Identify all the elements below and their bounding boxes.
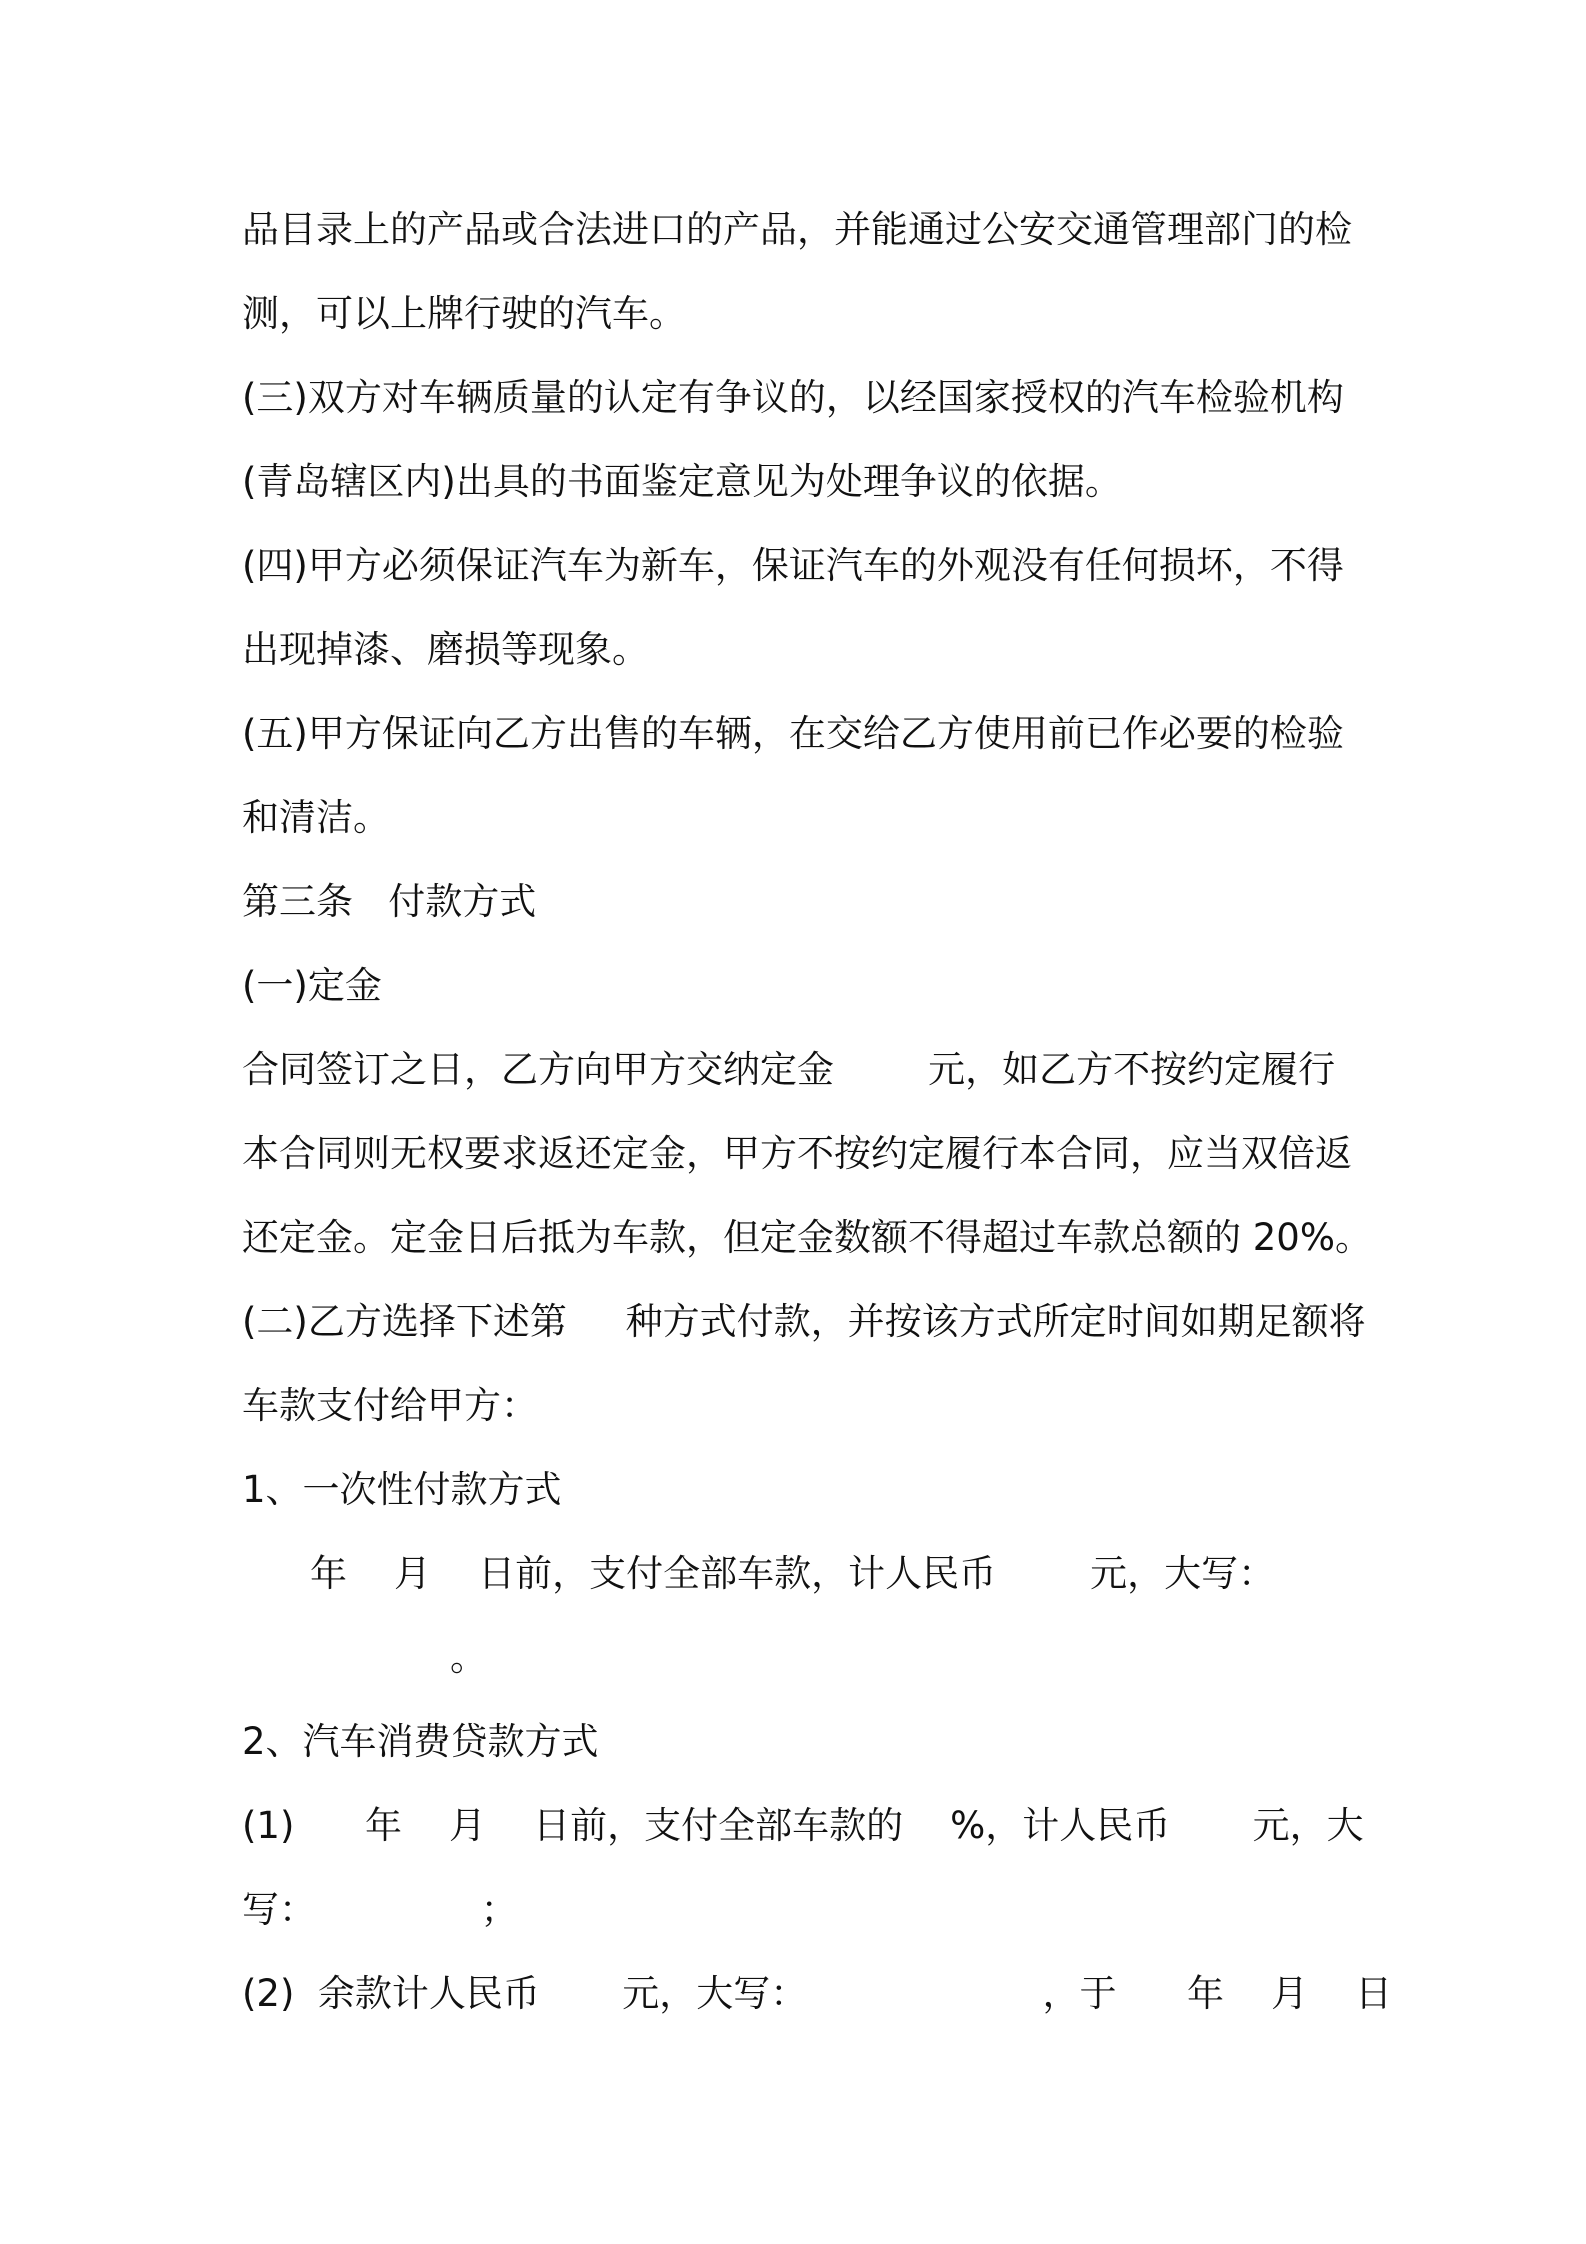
subsection-heading: (一)定金: [242, 964, 382, 1007]
text-line: 。: [450, 1636, 487, 1679]
text-line: (2) 余款计人民币 元，大写： ，于 年 月 日: [242, 1972, 1393, 2015]
text-line: 本合同则无权要求返还定金，甲方不按约定履行本合同，应当双倍返: [242, 1132, 1352, 1175]
list-heading: 1、一次性付款方式: [242, 1468, 562, 1511]
text-line: (四)甲方必须保证汽车为新车，保证汽车的外观没有任何损坏，不得: [242, 544, 1344, 587]
text-line: 写： ；: [242, 1888, 518, 1931]
text-line: (五)甲方保证向乙方出售的车辆，在交给乙方使用前已作必要的检验: [242, 712, 1344, 755]
text-line: (三)双方对车辆质量的认定有争议的，以经国家授权的汽车检验机构: [242, 376, 1344, 419]
text-line: 合同签订之日，乙方向甲方交纳定金 元，如乙方不按约定履行: [242, 1048, 1336, 1091]
list-heading: 2、汽车消费贷款方式: [242, 1720, 599, 1763]
text-line: 还定金。定金日后抵为车款，但定金数额不得超过车款总额的 20%。: [242, 1216, 1372, 1259]
section-heading: 第三条 付款方式: [242, 880, 537, 923]
text-line: 测，可以上牌行驶的汽车。: [242, 292, 686, 335]
text-line: (二)乙方选择下述第 种方式付款，并按该方式所定时间如期足额将: [242, 1300, 1366, 1343]
text-line: 和清洁。: [242, 796, 390, 839]
text-line: 品目录上的产品或合法进口的产品，并能通过公安交通管理部门的检: [242, 208, 1352, 251]
text-line: 出现掉漆、磨损等现象。: [242, 628, 649, 671]
text-line: 年 月 日前，支付全部车款，计人民币 元，大写：: [310, 1552, 1276, 1595]
text-line: (青岛辖区内)出具的书面鉴定意见为处理争议的依据。: [242, 460, 1122, 503]
text-line: 车款支付给甲方：: [242, 1384, 538, 1427]
text-line: (1) 年 月 日前，支付全部车款的 %，计人民币 元，大: [242, 1804, 1364, 1847]
